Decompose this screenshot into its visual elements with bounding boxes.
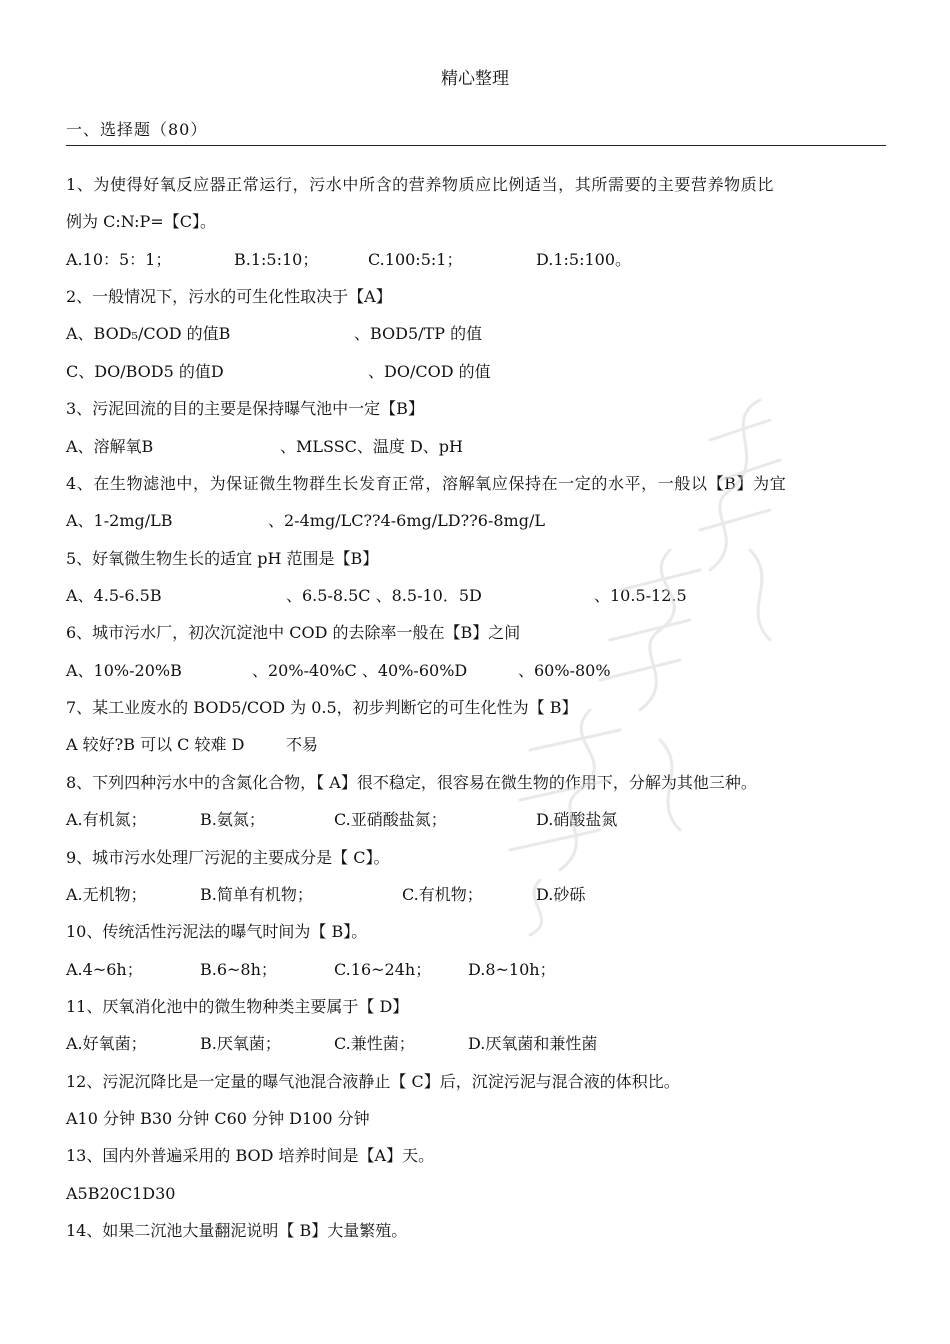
option-b-tail: 、2-4mg/LC??4-6mg/LD??6-8mg/L [268, 511, 545, 530]
option-a-b: A、10%-20%B [66, 661, 182, 680]
option-a: A.有机氮； [66, 810, 147, 829]
option-a: A.无机物； [66, 885, 147, 904]
question-11-text: 11、厌氧消化池中的微生物种类主要属于【 D】 [66, 997, 409, 1016]
question-14-text: 14、如果二沉池大量翻泥说明【 B】大量繁殖。 [66, 1221, 408, 1240]
option-d-tail: 、60%-80% [518, 661, 611, 680]
section-title: 一、选择题（80） [66, 120, 208, 139]
option-a: A.好氧菌； [66, 1034, 147, 1053]
option-d-tail: 不易 [286, 735, 319, 754]
option-c: C.亚硝酸盐氮； [334, 810, 447, 829]
question-6-text: 6、城市污水厂，初次沉淀池中 COD 的去除率一般在【B】之间 [66, 623, 521, 642]
question-13-text: 13、国内外普遍采用的 BOD 培养时间是【A】天。 [66, 1146, 435, 1165]
option-a-b: A、4.5-6.5B [66, 586, 162, 605]
option-b: B.简单有机物； [200, 885, 313, 904]
option-d: D.8~10h； [468, 960, 556, 979]
question-8-text: 8、下列四种污水中的含氮化合物，【 A】很不稳定，很容易在微生物的作用下，分解为其他三种。 [66, 773, 757, 792]
option-c: C.兼性菌； [334, 1034, 415, 1053]
option-d: D.厌氧菌和兼性菌 [468, 1034, 598, 1053]
option-a-b: A、BOD₅/COD 的值B [66, 324, 231, 343]
question-9-text: 9、城市污水处理厂污泥的主要成分是【 C】。 [66, 848, 390, 867]
question-2-text: 2、一般情况下，污水的可生化性取决于【A】 [66, 287, 392, 306]
question-5-text: 5、好氧微生物生长的适宜 pH 范围是【B】 [66, 549, 379, 568]
question-3-text: 3、污泥回流的目的主要是保持曝气池中一定【B】 [66, 399, 424, 418]
option-a-b: A、溶解氧B [66, 437, 154, 456]
question-7-text: 7、某工业废水的 BOD5/COD 为 0.5，初步判断它的可生化性为【 B】 [66, 698, 578, 717]
question-12-options: A10 分钟 B30 分钟 C60 分钟 D100 分钟 [66, 1109, 370, 1128]
option-d: D.砂砾 [536, 885, 586, 904]
option-c: C.16~24h； [334, 960, 432, 979]
question-13-options: A5B20C1D30 [66, 1184, 176, 1203]
option-d-tail: 、DO/COD 的值 [368, 362, 491, 381]
option-b: B.厌氧菌； [200, 1034, 281, 1053]
option-c: C.100:5:1； [368, 250, 463, 269]
option-a: A.4~6h； [66, 960, 143, 979]
option-b: B.1:5:10； [234, 250, 319, 269]
option-b-tail: 、BOD5/TP 的值 [354, 324, 483, 343]
question-4-text: 4、在生物滤池中，为保证微生物群生长发育正常，溶解氧应保持在一定的水平，一般以【B】为宜 [66, 474, 787, 493]
option-b-c-d: 、6.5-8.5C 、8.5-10．5D [286, 586, 482, 605]
option-c-d: C、DO/BOD5 的值D [66, 362, 224, 381]
option-d: D.硝酸盐氮 [536, 810, 618, 829]
option-b-tail: 、MLSSC、温度 D、pH [280, 437, 464, 456]
option-b: B.6~8h； [200, 960, 277, 979]
header-rule [66, 145, 886, 146]
option-b: B.氨氮； [200, 810, 265, 829]
option-a-b: A、1-2mg/LB [66, 511, 173, 530]
question-12-text: 12、污泥沉降比是一定量的曝气池混合液静止【 C】后，沉淀污泥与混合液的体积比。 [66, 1072, 680, 1091]
page-title: 精心整理 [441, 69, 509, 89]
option-b-c-d: 、20%-40%C 、40%-60%D [252, 661, 468, 680]
option-d: D.1:5:100。 [536, 250, 632, 269]
option-d-tail: 、10.5-12.5 [594, 586, 687, 605]
question-10-text: 10、传统活性污泥法的曝气时间为【 B】。 [66, 922, 368, 941]
option-c: C.有机物； [402, 885, 483, 904]
question-1-text-b: 例为 C:N:P=【C】。 [66, 212, 216, 231]
question-1-text-a: 1、为使得好氧反应器正常运行，污水中所含的营养物质应比例适当，其所需要的主要营养物质比 [66, 175, 774, 194]
option-a: A.10：5：1； [66, 250, 172, 269]
option-a-b-c-d: A 较好?B 可以 C 较难 D [66, 735, 245, 754]
